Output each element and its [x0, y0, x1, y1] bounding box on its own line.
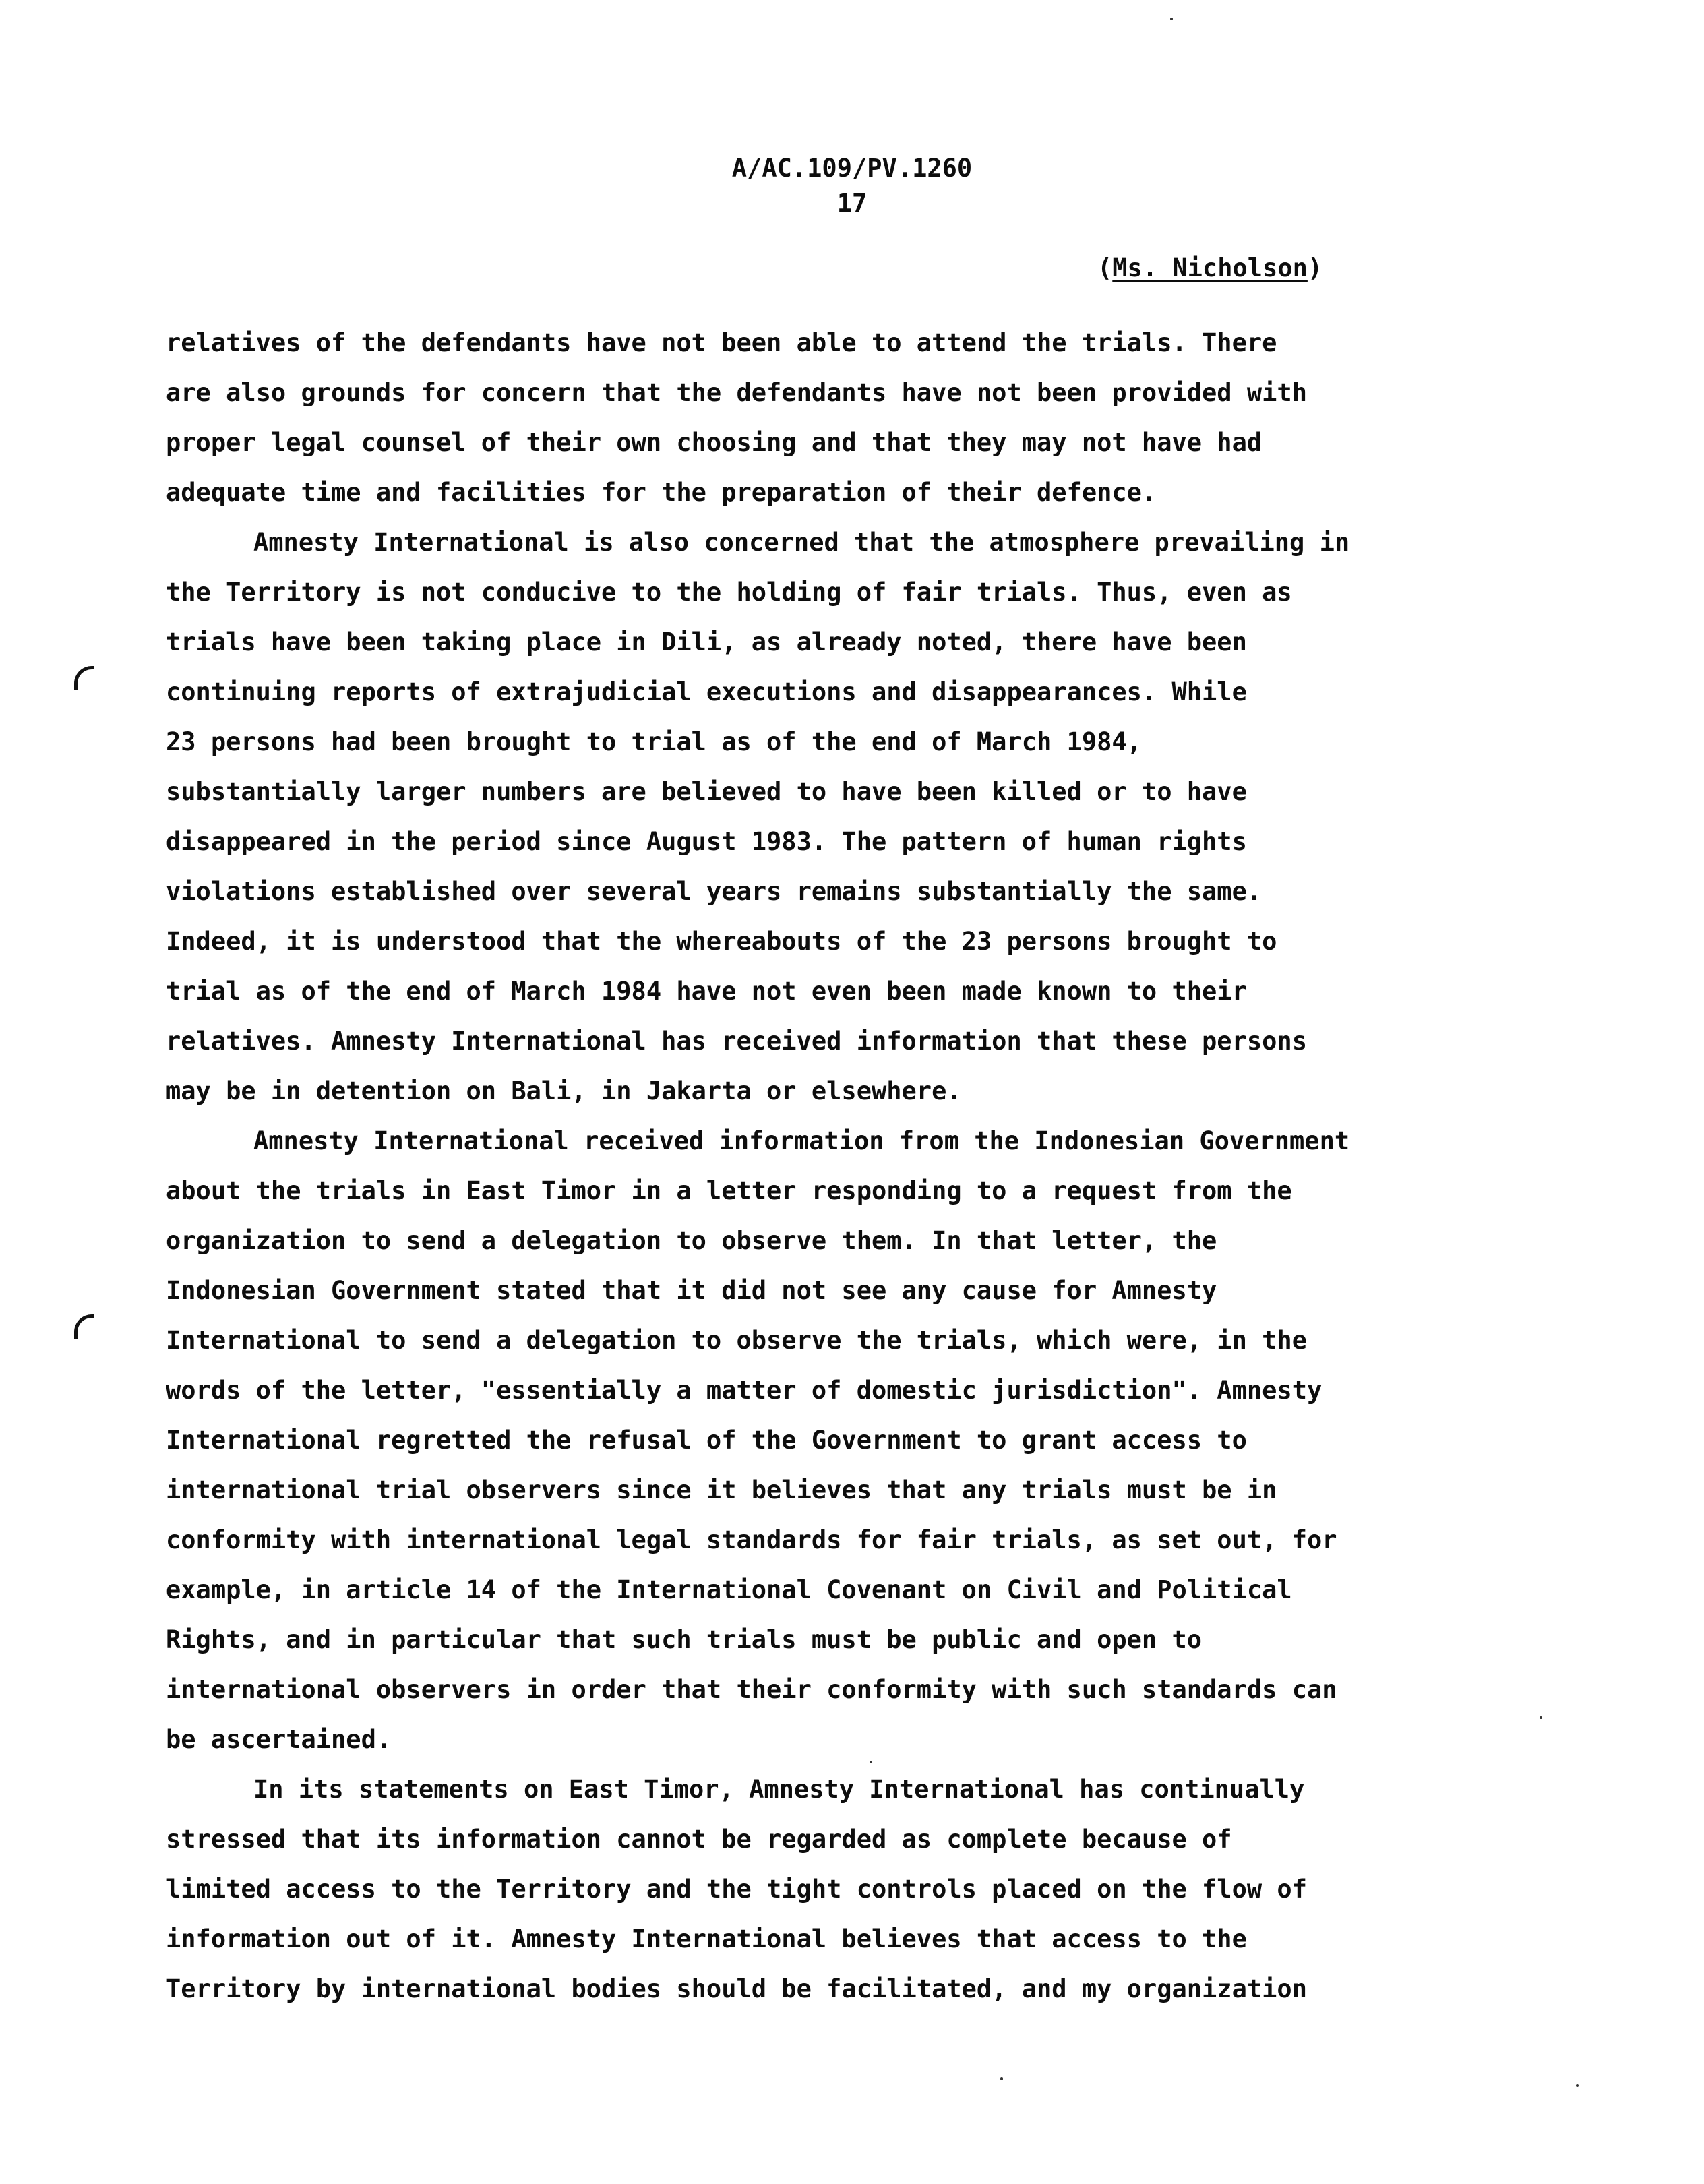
- text-line: words of the letter, "essentially a matter of domestic jurisdiction". Amnesty: [166, 1376, 1322, 1405]
- text-line: example, in article 14 of the International Covenant on Civil and Political: [166, 1575, 1292, 1604]
- document-symbol: A/AC.109/PV.1260: [731, 154, 973, 183]
- text-line: International regretted the refusal of the Government to grant access to: [166, 1426, 1247, 1455]
- text-line: are also grounds for concern that the defendants have not been provided with: [166, 378, 1307, 407]
- scan-speck: [1576, 2084, 1579, 2087]
- text-line: limited access to the Territory and the tight controls placed on the flow of: [166, 1875, 1307, 1904]
- text-line: Territory by international bodies should be facilitated, and my organization: [166, 1974, 1307, 2003]
- text-line: trial as of the end of March 1984 have not even been made known to their: [166, 977, 1247, 1006]
- text-line: the Territory is not conducive to the holding of fair trials. Thus, even as: [166, 578, 1292, 607]
- text-line: trials have been taking place in Dili, as already noted, there have been: [166, 628, 1247, 657]
- body-text: [166, 318, 1554, 2014]
- scan-speck: [1540, 1716, 1542, 1719]
- scan-speck: [1000, 2077, 1003, 2080]
- text-line: substantially larger numbers are believed to have been killed or to have: [166, 777, 1247, 806]
- text-line: organization to send a delegation to observe them. In that letter, the: [166, 1226, 1217, 1255]
- text-line: conformity with international legal standards for fair trials, as set out, for: [166, 1525, 1337, 1554]
- text-line: disappeared in the period since August 1983. The pattern of human rights: [166, 827, 1247, 856]
- text-line: 23 persons had been brought to trial as of the end of March 1984,: [166, 727, 1142, 756]
- scan-speck: [870, 1761, 872, 1763]
- text-line: may be in detention on Bali, in Jakarta or elsewhere.: [166, 1076, 962, 1105]
- text-line: Indeed, it is understood that the whereabouts of the 23 persons brought to: [166, 927, 1277, 956]
- text-line: adequate time and facilities for the preparation of their defence.: [166, 478, 1157, 507]
- text-line: continuing reports of extrajudicial executions and disappearances. While: [166, 677, 1247, 706]
- margin-mark: [74, 1314, 94, 1339]
- paragraph-start-line: Amnesty International received information from the Indonesian Government: [253, 1126, 1350, 1155]
- text-line: international trial observers since it believes that any trials must be in: [166, 1476, 1277, 1505]
- speaker-close-paren: ): [1307, 253, 1323, 282]
- text-line: international observers in order that their conformity with such standards can: [166, 1675, 1337, 1704]
- text-line: Indonesian Government stated that it did not see any cause for Amnesty: [166, 1276, 1217, 1305]
- paragraph-start-line: In its statements on East Timor, Amnesty International has continually: [253, 1775, 1305, 1804]
- speaker-attribution: [1097, 253, 1322, 282]
- text-line: violations established over several years remains substantially the same.: [166, 877, 1262, 906]
- paragraph-start-line: Amnesty International is also concerned that the atmosphere prevailing in: [253, 528, 1350, 557]
- text-line: stressed that its information cannot be regarded as complete because of: [166, 1825, 1232, 1854]
- text-line: relatives of the defendants have not been able to attend the trials. There: [166, 328, 1277, 357]
- text-line: Rights, and in particular that such trials must be public and open to: [166, 1625, 1203, 1654]
- speaker-open-paren: (: [1097, 253, 1113, 282]
- text-line: about the trials in East Timor in a letter responding to a request from the: [166, 1176, 1292, 1205]
- speaker-name: Ms. Nicholson: [1112, 253, 1308, 282]
- text-line: be ascertained.: [166, 1725, 392, 1754]
- text-line: proper legal counsel of their own choosing and that they may not have had: [166, 428, 1262, 457]
- page-number: 17: [836, 189, 868, 218]
- text-line: information out of it. Amnesty International believes that access to the: [166, 1924, 1247, 1953]
- text-line: relatives. Amnesty International has received information that these persons: [166, 1027, 1307, 1056]
- margin-mark: [74, 666, 94, 690]
- scan-speck: [1170, 18, 1173, 20]
- text-line: International to send a delegation to observe the trials, which were, in the: [166, 1326, 1307, 1355]
